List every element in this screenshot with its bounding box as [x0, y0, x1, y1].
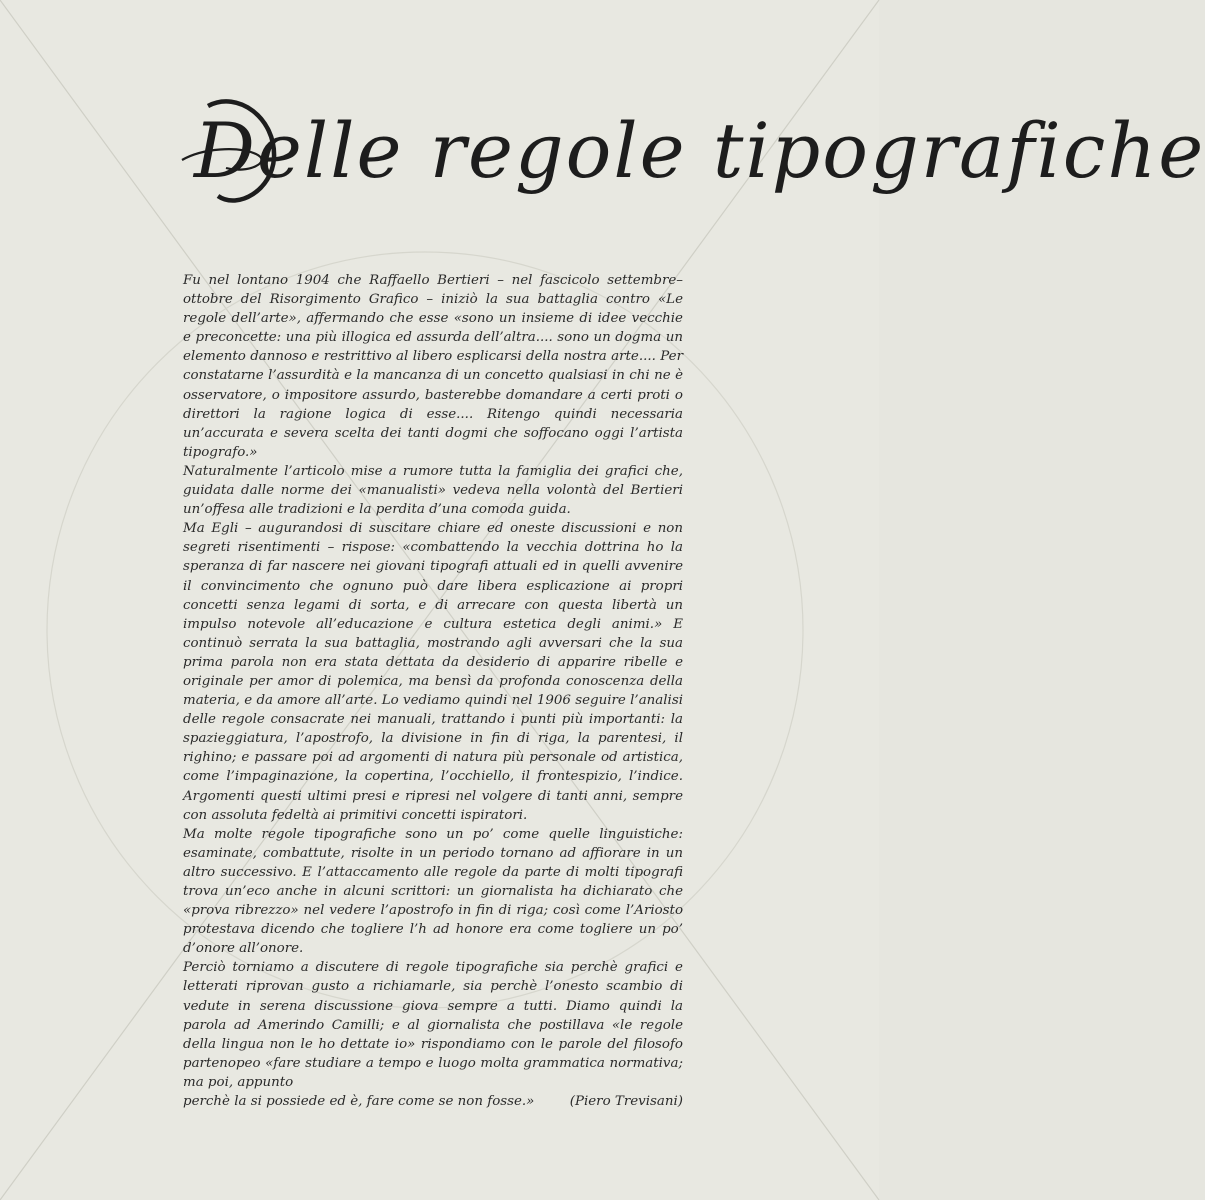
closing-line: [183, 1092, 683, 1111]
article-body: [183, 271, 683, 1111]
page-title: [178, 78, 1205, 208]
paragraph: Ma molte regole tipografiche sono un po’ come quelle linguistiche: esaminate, combattute, risolte in un periodo tornano ad affiorare in un altro successivo. E l’attaccamento alle regole da parte di molti tipografi trova un’eco anche in alcuni scrittori: un giornalista ha dichiarato che «prova ribrezzo» nel vedere l’apostrofo in fin di riga; così come l’Ariosto protestava dicendo che togliere l’h ad honore era come togliere un po’ d’onore all’onore.: [183, 826, 683, 957]
signature: (Piero Trevisani): [569, 1094, 683, 1110]
title-text: Delle regole tipografiche: [194, 106, 1205, 195]
paragraph: Fu nel lontano 1904 che Raffaello Bertieri – nel fascicolo settembre–ottobre del Risorgimento Grafico – iniziò la sua battaglia contro «Le regole dell’arte», affermando che esse «sono un insieme di idee vecchie e preconcette: una più illogica ed assurda dell’altra.... sono un dogma un elemento dannoso e restrittivo al libero esplicarsi della nostra arte.... Per constatarne l’assurdità e la mancanza di un concetto qualsiasi in chi ne è osservatore, o impositore assurdo, basterebbe domandare a certi proti o direttori la ragione logica di esse.... Ritengo quindi necessaria un’accurata e severa scelta dei tanti dogmi che soffocano oggi l’artista tipografo.»: [183, 273, 683, 460]
paragraph: Perciò torniamo a discutere di regole tipografiche sia perchè grafici e letterati riprovan gusto a richiamarle, sia perchè l’onesto scambio di vedute in serena discussione giova sempre a tutti. Diamo quindi la parola ad Amerindo Camilli; e al giornalista che postillava «le regole della lingua non le ho dettate io» rispondiamo con le parole del filosofo partenopeo «fare studiare a tempo e luogo molta grammatica normativa; ma poi, appunto: [183, 960, 683, 1090]
last-line-text: perchè la si possiede ed è, fare come se non fosse.»: [183, 1094, 535, 1110]
paragraph: Ma Egli – augurandosi di suscitare chiare ed oneste discussioni e non segreti risentimenti – rispose: «combattendo la vecchia dottrina ho la speranza di far nascere nei giovani tipografi attuali ed in quelli avvenire il convincimento che ognuno può dare libera esplicazione ai propri concetti senza legami di sorta, e di arrecare con questa libertà un impulso notevole all’educazione e cultura estetica degli animi.» E continuò serrata la sua battaglia, mostrando agli avversari che la sua prima parola non era stata dettata da desiderio di apparire ribelle e originale per amor di polemica, ma bensì da profonda conoscenza della materia, e da amore all’arte. Lo vediamo quindi nel 1906 seguire l’analisi delle regole consacrate nei manuali, trattando i punti più importanti: la spazieggiatura, l’apostrofo, la divisione in fin di riga, la parentesi, il righino; e passare poi ad argomenti di natura più personale od artistica, come l’impaginazione, la copertina, l’occhiello, il frontespizio, l’indice. Argomenti questi ultimi presi e ripresi nel volgere di tanti anni, sempre con assoluta fedeltà ai primitivi concetti ispiratori.: [183, 521, 683, 823]
paragraph: Naturalmente l’articolo mise a rumore tutta la famiglia dei grafici che, guidata dalle norme dei «manualisti» vedeva nella volontà del Bertieri un’offesa alle tradizioni e la perdita d’una comoda guida.: [183, 463, 683, 518]
